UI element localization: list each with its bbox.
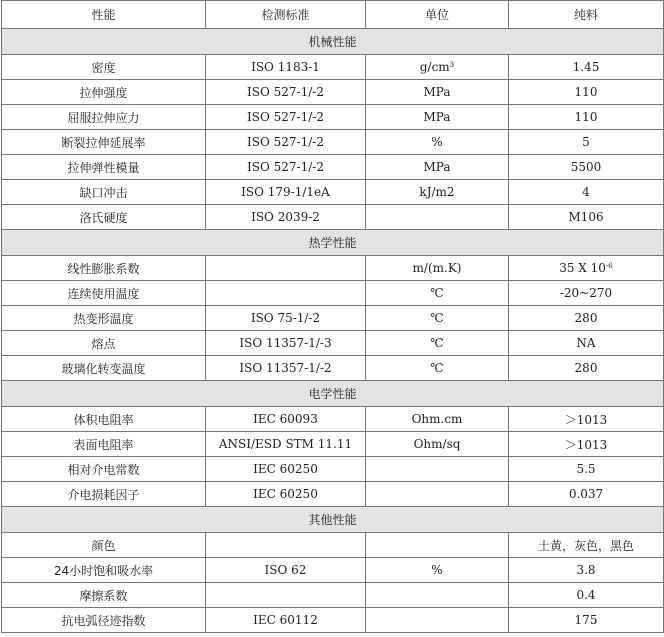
header-unit: 单位 [366, 1, 509, 29]
standard-cell [206, 407, 366, 432]
unit-cell-text: kJ/m2 [419, 185, 455, 199]
unit-cell-text: Ohm.cm [411, 412, 463, 426]
value-cell [509, 482, 664, 507]
value-cell-text: 110 [574, 85, 598, 99]
property-cell-text: 摩擦系数 [79, 588, 128, 603]
unit-cell-text: % [431, 135, 443, 149]
property-cell-text: 表面电阻率 [73, 437, 134, 452]
table-row [2, 55, 664, 80]
table-body [2, 1, 664, 633]
material-properties-table [1, 0, 664, 633]
value-cell-text: ＞1013 [564, 437, 608, 452]
section-title: 其他性能 [2, 507, 664, 533]
value-cell-text: -20~270 [559, 286, 613, 300]
property-cell [2, 331, 206, 356]
property-cell-text: 密度 [91, 60, 116, 75]
standard-cell-text: IEC 60250 [253, 462, 318, 476]
unit-cell-text: % [431, 563, 443, 577]
table-row [2, 180, 664, 205]
standard-cell-text: IEC 60093 [253, 412, 318, 426]
property-cell [2, 558, 206, 583]
unit-cell [366, 130, 509, 155]
value-cell [509, 256, 664, 281]
value-cell [509, 105, 664, 130]
table-row [2, 306, 664, 331]
property-cell-text: 体积电阻率 [73, 412, 134, 427]
unit-cell [366, 55, 509, 80]
standard-cell [206, 55, 366, 80]
unit-cell [366, 256, 509, 281]
value-cell [509, 407, 664, 432]
unit-cell [366, 457, 509, 482]
value-cell [509, 306, 664, 331]
standard-cell [206, 256, 366, 281]
value-cell-text: 4 [582, 185, 590, 199]
value-cell [509, 608, 664, 633]
value-cell-text: 土黄，灰色，黑色 [537, 538, 634, 553]
unit-cell-text: ℃ [430, 286, 444, 300]
standard-cell-text: ISO 527-1/-2 [247, 160, 324, 174]
property-cell-text: 屈服拉伸应力 [67, 110, 140, 125]
table-row [2, 608, 664, 633]
table-row [2, 105, 664, 130]
standard-cell-text: ISO 11357-1/-2 [239, 361, 332, 375]
property-cell [2, 155, 206, 180]
standard-cell [206, 205, 366, 230]
unit-cell-text: MPa [423, 160, 451, 174]
section-row [2, 507, 664, 533]
value-cell [509, 205, 664, 230]
table-row [2, 205, 664, 230]
standard-cell [206, 533, 366, 558]
table-row [2, 331, 664, 356]
unit-cell-text: ℃ [430, 311, 444, 325]
table-row [2, 281, 664, 306]
unit-cell [366, 180, 509, 205]
property-cell [2, 482, 206, 507]
value-cell [509, 80, 664, 105]
property-cell [2, 533, 206, 558]
standard-cell-text: ISO 179-1/1eA [241, 185, 330, 199]
value-cell-text: NA [576, 336, 596, 350]
standard-cell [206, 281, 366, 306]
unit-cell-text: Ohm/sq [413, 437, 461, 451]
header-standard: 检测标准 [206, 1, 366, 29]
value-cell [509, 155, 664, 180]
section-row [2, 230, 664, 256]
property-cell-text: 拉伸弹性模量 [67, 160, 140, 175]
standard-cell [206, 155, 366, 180]
unit-cell [366, 583, 509, 608]
value-cell [509, 583, 664, 608]
unit-cell-text: m/(m.K) [412, 261, 462, 275]
unit-cell [366, 432, 509, 457]
standard-cell-text: ISO 527-1/-2 [247, 135, 324, 149]
standard-cell [206, 457, 366, 482]
standard-cell [206, 180, 366, 205]
property-cell [2, 281, 206, 306]
unit-cell [366, 105, 509, 130]
property-cell-text: 断裂拉伸延展率 [61, 135, 146, 150]
standard-cell [206, 130, 366, 155]
property-cell-text: 缺口冲击 [79, 185, 128, 200]
standard-cell [206, 583, 366, 608]
property-cell [2, 407, 206, 432]
table-row [2, 256, 664, 281]
value-cell-superscript: -6 [605, 262, 613, 270]
property-cell [2, 130, 206, 155]
value-cell [509, 55, 664, 80]
property-cell [2, 105, 206, 130]
standard-cell [206, 331, 366, 356]
value-cell-text: 280 [574, 311, 598, 325]
value-cell [509, 356, 664, 381]
property-cell-text: 拉伸强度 [79, 85, 128, 100]
standard-cell [206, 608, 366, 633]
value-cell-text: M106 [568, 210, 604, 224]
standard-cell [206, 105, 366, 130]
unit-cell [366, 407, 509, 432]
unit-cell-text: MPa [423, 110, 451, 124]
unit-cell [366, 558, 509, 583]
standard-cell-text: IEC 60112 [253, 613, 318, 627]
unit-cell [366, 482, 509, 507]
unit-cell [366, 356, 509, 381]
value-cell [509, 281, 664, 306]
table-row [2, 558, 664, 583]
value-cell-text: 5 [582, 135, 590, 149]
value-cell-text: ＞1013 [564, 412, 608, 427]
property-cell-text: 介电损耗因子 [67, 487, 140, 502]
table-row [2, 130, 664, 155]
property-cell-text: 颜色 [91, 538, 116, 553]
section-title: 电学性能 [2, 381, 664, 407]
unit-cell-text: g/cm [419, 60, 450, 74]
standard-cell-text: ISO 1183-1 [251, 60, 320, 74]
property-cell [2, 432, 206, 457]
standard-cell-text: IEC 60250 [253, 487, 318, 501]
unit-cell [366, 608, 509, 633]
property-cell-text: 玻璃化转变温度 [61, 361, 146, 376]
property-cell [2, 55, 206, 80]
value-cell-text: 3.8 [576, 563, 596, 577]
property-cell [2, 608, 206, 633]
table-row [2, 407, 664, 432]
property-cell-text: 熔点 [91, 336, 116, 351]
property-cell-text: 热变形温度 [73, 311, 134, 326]
section-title: 热学性能 [2, 230, 664, 256]
property-cell [2, 256, 206, 281]
property-cell-text: 抗电弧径迹指数 [61, 613, 146, 628]
table-row [2, 457, 664, 482]
standard-cell [206, 306, 366, 331]
unit-cell-text: ℃ [430, 361, 444, 375]
header-row [2, 1, 664, 29]
header-value: 纯料 [509, 1, 664, 29]
table-row [2, 583, 664, 608]
property-cell [2, 180, 206, 205]
value-cell [509, 130, 664, 155]
property-cell-text: 连续使用温度 [67, 286, 140, 301]
table-row [2, 533, 664, 558]
table-row [2, 482, 664, 507]
property-cell [2, 457, 206, 482]
unit-cell-text: MPa [423, 85, 451, 99]
unit-cell [366, 155, 509, 180]
unit-cell [366, 80, 509, 105]
property-cell [2, 356, 206, 381]
property-cell-text: 24小时饱和吸水率 [53, 563, 154, 578]
value-cell-text: 0.037 [568, 487, 604, 501]
standard-cell-text: ANSI/ESD STM 11.11 [218, 437, 353, 451]
standard-cell [206, 558, 366, 583]
unit-cell [366, 533, 509, 558]
section-row [2, 381, 664, 407]
standard-cell-text: ISO 62 [264, 563, 307, 577]
value-cell [509, 558, 664, 583]
standard-cell-text: ISO 527-1/-2 [247, 110, 324, 124]
property-cell-text: 相对介电常数 [67, 462, 140, 477]
property-cell [2, 583, 206, 608]
value-cell-text: 1.45 [572, 60, 600, 74]
property-cell [2, 205, 206, 230]
unit-cell [366, 281, 509, 306]
standard-cell-text: ISO 527-1/-2 [247, 85, 324, 99]
unit-cell-superscript: 3 [449, 61, 455, 69]
standard-cell [206, 432, 366, 457]
property-cell [2, 80, 206, 105]
value-cell-text: 35 X 10 [559, 261, 606, 275]
value-cell-text: 0.4 [576, 588, 596, 602]
value-cell [509, 180, 664, 205]
value-cell-text: 5500 [570, 160, 602, 174]
property-cell-text: 洛氏硬度 [79, 210, 128, 225]
unit-cell [366, 331, 509, 356]
value-cell [509, 457, 664, 482]
unit-cell [366, 205, 509, 230]
standard-cell [206, 356, 366, 381]
unit-cell [366, 306, 509, 331]
standard-cell-text: ISO 75-1/-2 [250, 311, 321, 325]
value-cell-text: 175 [574, 613, 598, 627]
standard-cell [206, 80, 366, 105]
property-cell [2, 306, 206, 331]
standard-cell-text: ISO 11357-1/-3 [239, 336, 332, 350]
table-row [2, 356, 664, 381]
section-row [2, 29, 664, 55]
unit-cell-text: ℃ [430, 336, 444, 350]
property-cell-text: 线性膨胀系数 [67, 261, 140, 276]
value-cell [509, 432, 664, 457]
value-cell-text: 5.5 [576, 462, 596, 476]
header-property: 性能 [2, 1, 206, 29]
table-row [2, 155, 664, 180]
section-title: 机械性能 [2, 29, 664, 55]
standard-cell [206, 482, 366, 507]
value-cell [509, 331, 664, 356]
table-row [2, 432, 664, 457]
standard-cell-text: ISO 2039-2 [251, 210, 320, 224]
value-cell-text: 110 [574, 110, 598, 124]
table-row [2, 80, 664, 105]
value-cell [509, 533, 664, 558]
value-cell-text: 280 [574, 361, 598, 375]
